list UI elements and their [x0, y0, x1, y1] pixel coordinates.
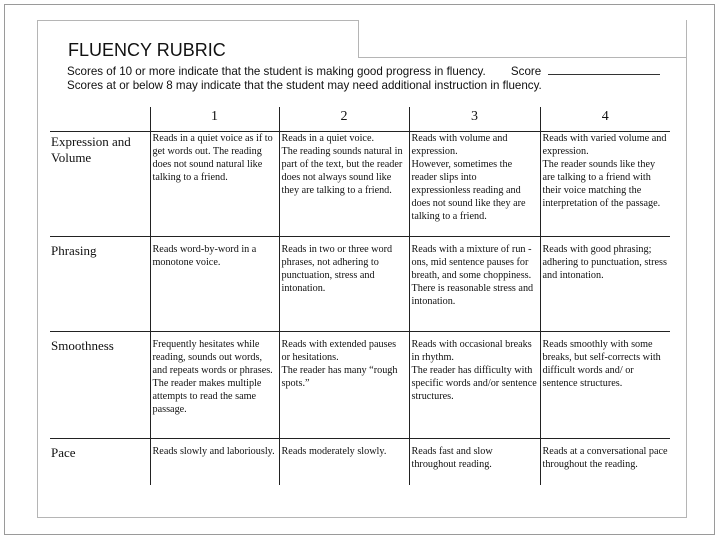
- criterion-smoothness: Smoothness: [50, 332, 150, 439]
- table-cell: Reads in a quiet voice as if to get words out. The reading does not sound natural like talking to a friend.: [150, 132, 279, 237]
- table-cell: Reads at a conversational pace throughout the reading.: [540, 439, 670, 486]
- table-cell: Reads with extended pauses or hesitations. The reader has many “rough spots.”: [279, 332, 409, 439]
- table-cell: Reads in two or three word phrases, not adhering to punctuation, stress and intonation.: [279, 237, 409, 332]
- level-1-header: 1: [150, 107, 279, 132]
- table-row: [50, 439, 670, 486]
- intro-line-2: Scores at or below 8 may indicate that the student may need additional instruction in fluency.: [67, 79, 542, 92]
- table-cell: Reads with a mixture of run -ons, mid sentence pauses for breath, and some choppiness. There is reasonable stress and intonation.: [409, 237, 540, 332]
- level-4-header: 4: [540, 107, 670, 132]
- table-cell: Reads fast and slow throughout reading.: [409, 439, 540, 486]
- intro-line-1: [67, 65, 660, 79]
- table-cell: Frequently hesitates while reading, sounds out words, and repeats words or phrases. The reader makes multiple attempts to read the same passage.: [150, 332, 279, 439]
- rubric-table: [50, 107, 670, 485]
- score-blank-line[interactable]: [548, 65, 660, 75]
- table-cell: Reads smoothly with some breaks, but self-corrects with difficult words and/ or sentence structures.: [540, 332, 670, 439]
- criterion-expression-volume: Expression and Volume: [50, 132, 150, 237]
- slide-corner-box: [358, 20, 687, 58]
- score-label: Score: [510, 65, 542, 78]
- table-cell: Reads with volume and expression. However, sometimes the reader slips into expressionless reading and does not sound like they are talking to a friend.: [409, 132, 540, 237]
- level-3-header: 3: [409, 107, 540, 132]
- table-cell: Reads with good phrasing; adhering to punctuation, stress and intonation.: [540, 237, 670, 332]
- criterion-pace: Pace: [50, 439, 150, 486]
- table-row: [50, 237, 670, 332]
- intro-text: [67, 65, 660, 93]
- intro-line-1-text: Scores of 10 or more indicate that the student is making good progress in fluency.: [67, 65, 486, 78]
- page-title: FLUENCY RUBRIC: [68, 40, 226, 60]
- table-cell: Reads with varied volume and expression. The reader sounds like they are talking to a friend with their voice matching the interpretation of the passage.: [540, 132, 670, 237]
- criterion-phrasing: Phrasing: [50, 237, 150, 332]
- table-cell: Reads word-by-word in a monotone voice.: [150, 237, 279, 332]
- level-2-header: 2: [279, 107, 409, 132]
- rubric-header-row: [50, 107, 670, 132]
- rubric-header-blank: [50, 107, 150, 132]
- table-cell: Reads moderately slowly.: [279, 439, 409, 486]
- table-row: [50, 332, 670, 439]
- table-cell: Reads slowly and laboriously.: [150, 439, 279, 486]
- table-cell: Reads with occasional breaks in rhythm. The reader has difficulty with specific words and/or sentence structures.: [409, 332, 540, 439]
- table-row: [50, 132, 670, 237]
- table-cell: Reads in a quiet voice. The reading sounds natural in part of the text, but the reader does not always sound like they are talking to a friend.: [279, 132, 409, 237]
